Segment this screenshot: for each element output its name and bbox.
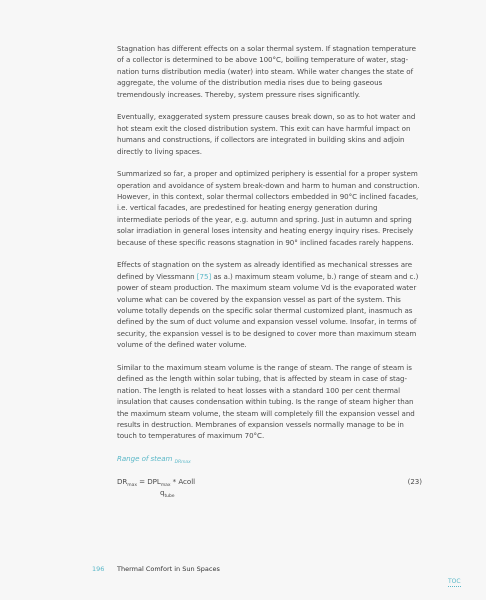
formula-dr: DR xyxy=(117,477,128,487)
formula-denominator xyxy=(160,487,175,502)
formula-expression xyxy=(117,476,195,491)
formula-dpl-sub: max xyxy=(160,483,171,489)
paragraph-1: Stagnation has different effects on a solar thermal system. If stagnation temperature of a collector is determined to be above 100°C, boiling temperature of water, stag-nation turns distribution media (water) into steam. While water changes the state of aggregate, the volume of the distribution media rises due to being gaseous tremendously increases. Thereby, system pressure rises significantly. xyxy=(117,44,416,99)
paragraph-4-end: as a.) maximum steam volume, b.) range of steam and c.) power of steam production. The maximum steam volume Vd is the evaporated water volume what can be covered by the expansion vessel as part of the system. This volume totally depends on the specific solar thermal customized plant, inasmuch as defined by the sum of duct volume and expansion vessel volume. Insofar, in terms of security, the expansion vessel is to be designed to cover more than maximum steam volume of the defined water volume. xyxy=(117,271,419,350)
running-footer-title: Thermal Comfort in Sun Spaces xyxy=(117,565,220,573)
page-number: 196 xyxy=(92,565,105,573)
formula-23 xyxy=(117,476,422,504)
paragraph-5: Similar to the maximum steam volume is the range of steam. The range of steam is defined as the length within solar tubing, that is affected by steam in case of stag-nation. The length is related to heat losses with a standard 100 per cent thermal insulation that causes condensation within tubing. Is the range of steam higher than the maximum steam volume, the steam will completely fill the expansion vessel and results in destruction. Membranes of expansion vessels normally manage to be in touch to temperatures of maximum 70°C. xyxy=(117,362,415,441)
range-of-steam-heading xyxy=(117,453,422,468)
range-heading-subscript: DRmax xyxy=(174,460,191,466)
range-heading-text: Range of steam xyxy=(117,454,173,464)
paragraph-2: Eventually, exaggerated system pressure causes break down, so as to hot water and hot steam exit the closed distribution system. This exit can have harmful impact on humans and constructions, if collectors are integrated in building skins and adjoin directly to living spaces. xyxy=(117,112,416,156)
body-text xyxy=(117,43,422,504)
citation-link[interactable]: [75] xyxy=(196,271,212,281)
formula-q-sub: tube xyxy=(164,494,175,500)
formula-dr-sub: max xyxy=(127,483,137,489)
paragraph-4 xyxy=(117,259,422,350)
formula-acoll: * Acoll xyxy=(170,477,196,487)
toc-link[interactable]: TOC xyxy=(448,578,461,585)
formula-dpl: = DPL xyxy=(136,477,161,487)
formula-q: q xyxy=(160,488,165,498)
paragraph-3: Summarized so far, a proper and optimized periphery is essential for a proper system operation and avoidance of system break-down and harm to human and construction. However, in this context, solar thermal collectors embedded in 90°C inclined facades, i.e. vertical facades, are predestined for heating energy generation during intermediate periods of the year, e.g. autumn and spring. Just in autumn and spring solar irradiation in general loses intensity and heating energy inquiry rises. Precisely because of these specific reasons stagnation in 90° inclined facades rarely happens. xyxy=(117,169,420,247)
equation-number: (23) xyxy=(407,477,422,487)
paragraph-4-start: Effects of stagnation on the system as already identified as mechanical stresses are defined by Viessmann xyxy=(117,260,413,281)
